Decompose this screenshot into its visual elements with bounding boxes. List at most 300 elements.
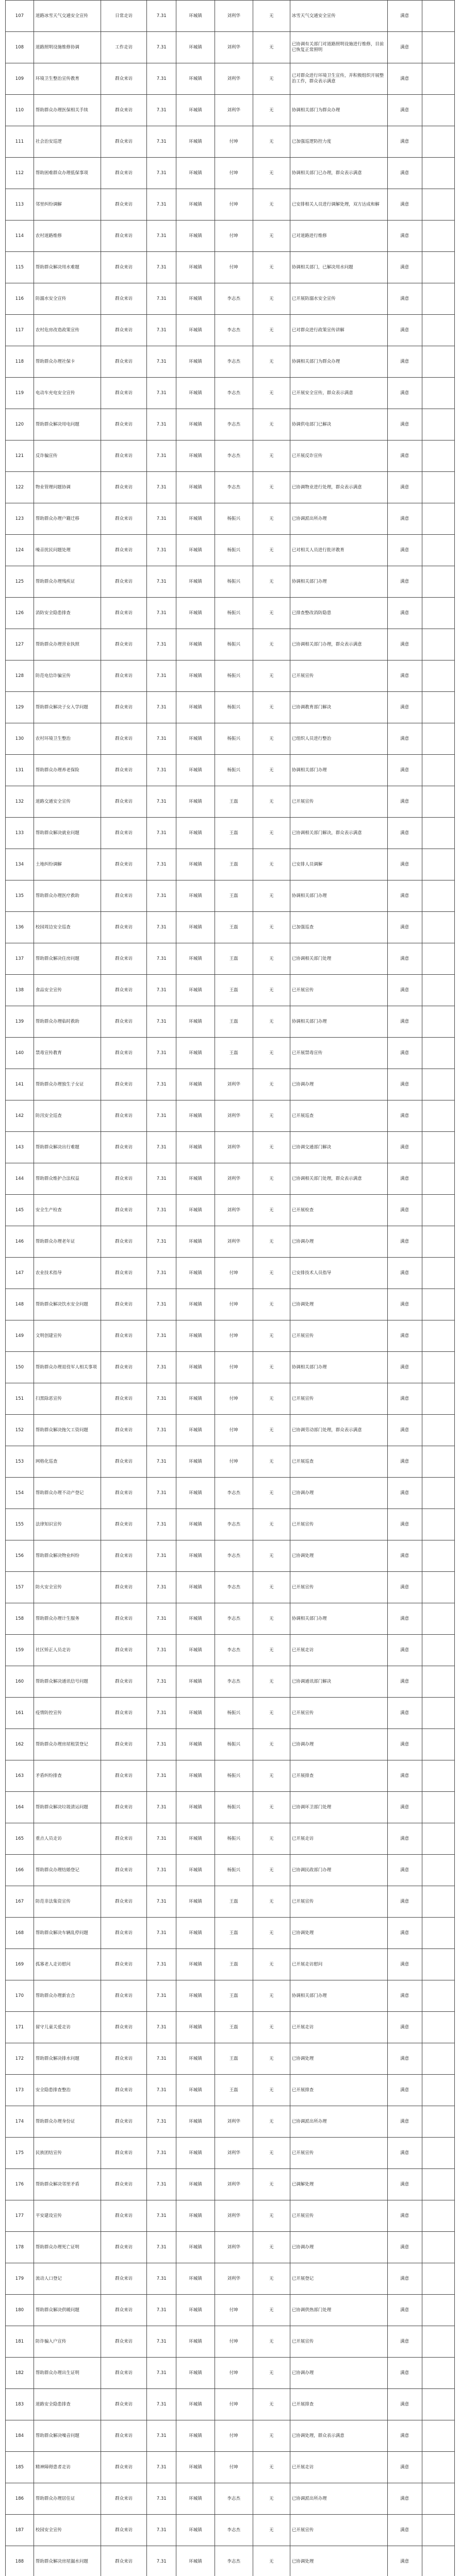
row-remark	[422, 1918, 454, 1949]
row-place: 环城镇	[176, 2043, 215, 2075]
row-person: 付坤	[215, 1415, 253, 1446]
table-row	[6, 2012, 455, 2043]
row-person: 李志杰	[215, 378, 253, 409]
row-person: 刘利华	[215, 2263, 253, 2295]
row-item: 帮助群众解决物业纠纷	[34, 1540, 101, 1572]
row-rating: 满意	[387, 755, 422, 786]
row-rating: 满意	[387, 1100, 422, 1132]
row-remark	[422, 2358, 454, 2389]
row-remark	[422, 2546, 454, 2576]
row-place: 环城镇	[176, 1132, 215, 1163]
row-category: 群众来访	[101, 315, 147, 346]
row-flag: 无	[253, 346, 290, 378]
row-remark	[422, 2295, 454, 2326]
row-person: 李志杰	[215, 409, 253, 440]
row-category: 群众来访	[101, 1918, 147, 1949]
row-flag: 无	[253, 221, 290, 252]
row-time: 7.31	[147, 943, 176, 975]
row-number: 133	[6, 818, 34, 849]
row-time: 7.31	[147, 189, 176, 221]
table-row	[6, 692, 455, 723]
row-result: 已开展安全宣传，群众表示满意	[290, 378, 387, 409]
row-item: 帮助群众办理社保卡	[34, 346, 101, 378]
row-flag: 无	[253, 786, 290, 818]
table-row	[6, 95, 455, 126]
row-number: 143	[6, 1132, 34, 1163]
row-category: 群众来访	[101, 1132, 147, 1163]
row-number: 144	[6, 1163, 34, 1195]
row-flag: 无	[253, 283, 290, 315]
row-item: 反诈骗宣传	[34, 440, 101, 472]
row-category: 群众来访	[101, 1320, 147, 1352]
table-row	[6, 126, 455, 158]
row-result: 已开展走访	[290, 2012, 387, 2043]
row-item: 防诈骗入户宣传	[34, 2326, 101, 2358]
table-row	[6, 32, 455, 63]
row-time: 7.31	[147, 95, 176, 126]
row-remark	[422, 1572, 454, 1603]
row-place: 环城镇	[176, 2515, 215, 2546]
row-rating: 满意	[387, 189, 422, 221]
row-category: 群众来访	[101, 2515, 147, 2546]
row-remark	[422, 2515, 454, 2546]
table-row	[6, 1540, 455, 1572]
row-time: 7.31	[147, 1886, 176, 1918]
row-category: 群众来访	[101, 252, 147, 283]
row-item: 帮助群众解决房屋漏水问题	[34, 2546, 101, 2576]
row-place: 环城镇	[176, 1980, 215, 2012]
row-remark	[422, 1509, 454, 1540]
row-place: 环城镇	[176, 880, 215, 912]
row-remark	[422, 1886, 454, 1918]
row-rating: 满意	[387, 786, 422, 818]
row-place: 环城镇	[176, 1195, 215, 1226]
row-rating: 满意	[387, 2546, 422, 2576]
row-person: 王磊	[215, 975, 253, 1006]
row-flag: 无	[253, 912, 290, 943]
row-category: 群众来访	[101, 2546, 147, 2576]
row-person: 李志杰	[215, 440, 253, 472]
row-category: 群众来访	[101, 409, 147, 440]
table-row	[6, 2295, 455, 2326]
table-row	[6, 566, 455, 598]
row-result: 协调相关部门已办理，群众表示满意	[290, 158, 387, 189]
row-category: 群众来访	[101, 1195, 147, 1226]
row-category: 群众来访	[101, 472, 147, 503]
row-number: 179	[6, 2263, 34, 2295]
row-place: 环城镇	[176, 1698, 215, 1729]
row-flag: 无	[253, 2515, 290, 2546]
table-row	[6, 2200, 455, 2232]
row-result: 已协调教育部门解决	[290, 692, 387, 723]
row-person: 杨振兴	[215, 629, 253, 660]
row-number: 171	[6, 2012, 34, 2043]
row-place: 环城镇	[176, 283, 215, 315]
row-person: 杨振兴	[215, 535, 253, 566]
row-result: 已协调有关部门对道路照明设施进行维修，目前已恢复正常照明	[290, 32, 387, 63]
row-rating: 满意	[387, 221, 422, 252]
table-row	[6, 503, 455, 535]
row-flag: 无	[253, 1352, 290, 1383]
table-row	[6, 1352, 455, 1383]
row-place: 环城镇	[176, 1100, 215, 1132]
row-category: 群众来访	[101, 1698, 147, 1729]
row-flag: 无	[253, 2452, 290, 2483]
row-result: 已开展宣传	[290, 1320, 387, 1352]
row-number: 131	[6, 755, 34, 786]
row-person: 刘利华	[215, 2106, 253, 2138]
row-result: 已开展宣传	[290, 1698, 387, 1729]
table-row	[6, 660, 455, 692]
table-row	[6, 2452, 455, 2483]
row-result: 协调相关部门为群众办理	[290, 346, 387, 378]
row-number: 138	[6, 975, 34, 1006]
row-item: 邻里纠纷调解	[34, 189, 101, 221]
row-result: 已开展排查	[290, 2389, 387, 2420]
row-flag: 无	[253, 1446, 290, 1478]
row-time: 7.31	[147, 158, 176, 189]
row-person: 付坤	[215, 2420, 253, 2452]
row-number: 146	[6, 1226, 34, 1258]
row-rating: 满意	[387, 1383, 422, 1415]
row-number: 154	[6, 1478, 34, 1509]
row-result: 已协调处理，群众表示满意	[290, 2420, 387, 2452]
row-time: 7.31	[147, 1415, 176, 1446]
row-item: 农村环境卫生整治	[34, 723, 101, 755]
row-person: 付坤	[215, 2326, 253, 2358]
row-time: 7.31	[147, 1540, 176, 1572]
row-rating: 满意	[387, 1289, 422, 1320]
row-category: 群众来访	[101, 95, 147, 126]
row-place: 环城镇	[176, 629, 215, 660]
table-row	[6, 1320, 455, 1352]
table-row	[6, 2515, 455, 2546]
row-rating: 满意	[387, 1415, 422, 1446]
row-place: 环城镇	[176, 1666, 215, 1698]
row-number: 109	[6, 63, 34, 95]
row-number: 121	[6, 440, 34, 472]
row-item: 孤寡老人走访慰问	[34, 1949, 101, 1980]
row-number: 127	[6, 629, 34, 660]
row-time: 7.31	[147, 1949, 176, 1980]
row-time: 7.31	[147, 1792, 176, 1823]
row-remark	[422, 2326, 454, 2358]
row-person: 杨振兴	[215, 1792, 253, 1823]
row-place: 环城镇	[176, 1886, 215, 1918]
row-flag: 无	[253, 818, 290, 849]
row-result: 已开展走访	[290, 1823, 387, 1855]
table-row	[6, 2389, 455, 2420]
row-person: 杨振兴	[215, 503, 253, 535]
row-person: 付坤	[215, 221, 253, 252]
row-item: 消防安全隐患排查	[34, 598, 101, 629]
row-time: 7.31	[147, 1666, 176, 1698]
row-category: 群众来访	[101, 2295, 147, 2326]
row-remark	[422, 2452, 454, 2483]
row-number: 129	[6, 692, 34, 723]
row-time: 7.31	[147, 2326, 176, 2358]
row-rating: 满意	[387, 2452, 422, 2483]
row-remark	[422, 1478, 454, 1509]
table-row	[6, 880, 455, 912]
row-result: 已开展宣传	[290, 1886, 387, 1918]
row-item: 帮助群众解决子女入学问题	[34, 692, 101, 723]
table-row	[6, 1635, 455, 1666]
row-rating: 满意	[387, 1132, 422, 1163]
row-rating: 满意	[387, 2483, 422, 2515]
row-item: 帮助群众办理独生子女证	[34, 1069, 101, 1100]
row-person: 付坤	[215, 1289, 253, 1320]
row-rating: 满意	[387, 315, 422, 346]
row-place: 环城镇	[176, 1320, 215, 1352]
row-category: 群众来访	[101, 2326, 147, 2358]
row-number: 174	[6, 2106, 34, 2138]
table-row	[6, 1980, 455, 2012]
row-person: 李志杰	[215, 1666, 253, 1698]
row-time: 7.31	[147, 2012, 176, 2043]
row-place: 环城镇	[176, 943, 215, 975]
row-flag: 无	[253, 880, 290, 912]
row-place: 环城镇	[176, 723, 215, 755]
table-row	[6, 1666, 455, 1698]
row-result: 已开展宣传	[290, 2515, 387, 2546]
row-category: 群众来访	[101, 1289, 147, 1320]
table-row	[6, 1006, 455, 1038]
table-row	[6, 2232, 455, 2263]
row-person: 刘利华	[215, 1195, 253, 1226]
row-remark	[422, 1226, 454, 1258]
row-remark	[422, 1038, 454, 1069]
row-number: 114	[6, 221, 34, 252]
row-item: 流动人口登记	[34, 2263, 101, 2295]
row-rating: 满意	[387, 32, 422, 63]
row-category: 群众来访	[101, 975, 147, 1006]
row-flag: 无	[253, 503, 290, 535]
row-item: 环境卫生整治宣传教育	[34, 63, 101, 95]
row-remark	[422, 849, 454, 880]
row-result: 已开展排查	[290, 2075, 387, 2106]
row-result: 已协调办理	[290, 1226, 387, 1258]
row-remark	[422, 2106, 454, 2138]
row-number: 184	[6, 2420, 34, 2452]
table-row	[6, 1918, 455, 1949]
row-time: 7.31	[147, 723, 176, 755]
row-place: 环城镇	[176, 1760, 215, 1792]
row-item: 矛盾纠纷排查	[34, 1760, 101, 1792]
row-person: 王磊	[215, 1949, 253, 1980]
table-row	[6, 252, 455, 283]
row-item: 扫黑除恶宣传	[34, 1383, 101, 1415]
row-rating: 满意	[387, 1, 422, 32]
table-row	[6, 849, 455, 880]
row-place: 环城镇	[176, 1415, 215, 1446]
row-place: 环城镇	[176, 126, 215, 158]
row-time: 7.31	[147, 2546, 176, 2576]
row-number: 112	[6, 158, 34, 189]
row-time: 7.31	[147, 629, 176, 660]
row-time: 7.31	[147, 849, 176, 880]
table-row	[6, 975, 455, 1006]
row-item: 防范非法集资宣传	[34, 1886, 101, 1918]
row-rating: 满意	[387, 95, 422, 126]
row-rating: 满意	[387, 723, 422, 755]
row-number: 155	[6, 1509, 34, 1540]
row-remark	[422, 2169, 454, 2200]
row-place: 环城镇	[176, 692, 215, 723]
row-place: 环城镇	[176, 2452, 215, 2483]
row-person: 王磊	[215, 786, 253, 818]
row-time: 7.31	[147, 2295, 176, 2326]
row-person: 李志杰	[215, 1509, 253, 1540]
row-flag: 无	[253, 1918, 290, 1949]
row-number: 161	[6, 1698, 34, 1729]
row-flag: 无	[253, 189, 290, 221]
row-number: 140	[6, 1038, 34, 1069]
row-number: 181	[6, 2326, 34, 2358]
row-remark	[422, 283, 454, 315]
row-item: 帮助群众解决住房问题	[34, 943, 101, 975]
row-place: 环城镇	[176, 786, 215, 818]
row-number: 165	[6, 1823, 34, 1855]
row-item: 网格化巡查	[34, 1446, 101, 1478]
row-number: 137	[6, 943, 34, 975]
row-time: 7.31	[147, 346, 176, 378]
row-flag: 无	[253, 1572, 290, 1603]
row-category: 群众来访	[101, 1415, 147, 1446]
row-item: 物业管理问题协调	[34, 472, 101, 503]
row-flag: 无	[253, 2232, 290, 2263]
row-time: 7.31	[147, 1132, 176, 1163]
row-place: 环城镇	[176, 755, 215, 786]
row-remark	[422, 2232, 454, 2263]
row-remark	[422, 1729, 454, 1760]
row-flag: 无	[253, 1855, 290, 1886]
row-place: 环城镇	[176, 849, 215, 880]
row-remark	[422, 2389, 454, 2420]
table-row	[6, 1163, 455, 1195]
row-result: 已协调劳动部门处理，群众表示满意	[290, 1415, 387, 1446]
row-place: 环城镇	[176, 315, 215, 346]
row-flag: 无	[253, 95, 290, 126]
row-category: 群众来访	[101, 1383, 147, 1415]
row-place: 环城镇	[176, 409, 215, 440]
row-remark	[422, 440, 454, 472]
row-result: 已协调相关部门解决，群众表示满意	[290, 818, 387, 849]
row-remark	[422, 503, 454, 535]
row-person: 李志杰	[215, 2483, 253, 2515]
row-rating: 满意	[387, 1603, 422, 1635]
row-person: 付坤	[215, 2389, 253, 2420]
table-row	[6, 912, 455, 943]
row-flag: 无	[253, 2295, 290, 2326]
row-person: 王磊	[215, 849, 253, 880]
row-item: 平安建设宣传	[34, 2200, 101, 2232]
row-item: 道路照明设施维修协调	[34, 32, 101, 63]
row-rating: 满意	[387, 2169, 422, 2200]
row-item: 帮助群众解决拖欠工资问题	[34, 1415, 101, 1446]
row-person: 王磊	[215, 1918, 253, 1949]
row-category: 群众来访	[101, 221, 147, 252]
row-person: 杨振兴	[215, 660, 253, 692]
row-time: 7.31	[147, 566, 176, 598]
row-item: 农村道路维修	[34, 221, 101, 252]
row-time: 7.31	[147, 1980, 176, 2012]
row-category: 群众来访	[101, 943, 147, 975]
table-row	[6, 1100, 455, 1132]
row-item: 帮助群众办理医保相关手续	[34, 95, 101, 126]
row-person: 刘利华	[215, 1100, 253, 1132]
row-remark	[422, 818, 454, 849]
row-number: 168	[6, 1918, 34, 1949]
row-result: 已开展宣传	[290, 2200, 387, 2232]
row-remark	[422, 1069, 454, 1100]
row-place: 环城镇	[176, 1163, 215, 1195]
row-person: 王磊	[215, 2075, 253, 2106]
row-item: 帮助群众办理养老保险	[34, 755, 101, 786]
row-result: 已协调物业进行处理，群众表示满意	[290, 472, 387, 503]
row-remark	[422, 2138, 454, 2169]
row-result: 已协调相关部门处理	[290, 943, 387, 975]
row-person: 付坤	[215, 126, 253, 158]
row-number: 147	[6, 1258, 34, 1289]
row-time: 7.31	[147, 2452, 176, 2483]
row-remark	[422, 346, 454, 378]
row-person: 付坤	[215, 1352, 253, 1383]
row-result: 已对相关人员进行批评教育	[290, 535, 387, 566]
row-place: 环城镇	[176, 2263, 215, 2295]
row-person: 李志杰	[215, 1540, 253, 1572]
row-remark	[422, 158, 454, 189]
row-result: 已安排相关人员进行调解处理，双方达成和解	[290, 189, 387, 221]
row-category: 群众来访	[101, 283, 147, 315]
row-person: 刘利华	[215, 63, 253, 95]
row-time: 7.31	[147, 912, 176, 943]
row-number: 128	[6, 660, 34, 692]
row-number: 187	[6, 2515, 34, 2546]
row-flag: 无	[253, 252, 290, 283]
row-result: 协调相关部门办理	[290, 755, 387, 786]
row-flag: 无	[253, 2483, 290, 2515]
row-time: 7.31	[147, 1100, 176, 1132]
row-time: 7.31	[147, 63, 176, 95]
row-person: 付坤	[215, 1320, 253, 1352]
row-remark	[422, 1760, 454, 1792]
row-remark	[422, 1603, 454, 1635]
row-flag: 无	[253, 409, 290, 440]
row-time: 7.31	[147, 2169, 176, 2200]
row-category: 群众来访	[101, 535, 147, 566]
row-rating: 满意	[387, 598, 422, 629]
row-time: 7.31	[147, 1446, 176, 1478]
row-rating: 满意	[387, 2389, 422, 2420]
row-rating: 满意	[387, 1352, 422, 1383]
table-row	[6, 378, 455, 409]
row-person: 刘利华	[215, 95, 253, 126]
row-item: 帮助群众办理营业执照	[34, 629, 101, 660]
row-place: 环城镇	[176, 95, 215, 126]
row-item: 道路冰雪天气交通安全宣传	[34, 1, 101, 32]
row-result: 已对群众进行政策宣传讲解	[290, 315, 387, 346]
row-place: 环城镇	[176, 252, 215, 283]
table-row	[6, 2483, 455, 2515]
row-flag: 无	[253, 1666, 290, 1698]
table-row	[6, 1069, 455, 1100]
row-flag: 无	[253, 32, 290, 63]
row-number: 186	[6, 2483, 34, 2515]
table-row	[6, 2106, 455, 2138]
row-item: 道路安全隐患排查	[34, 2389, 101, 2420]
row-number: 167	[6, 1886, 34, 1918]
